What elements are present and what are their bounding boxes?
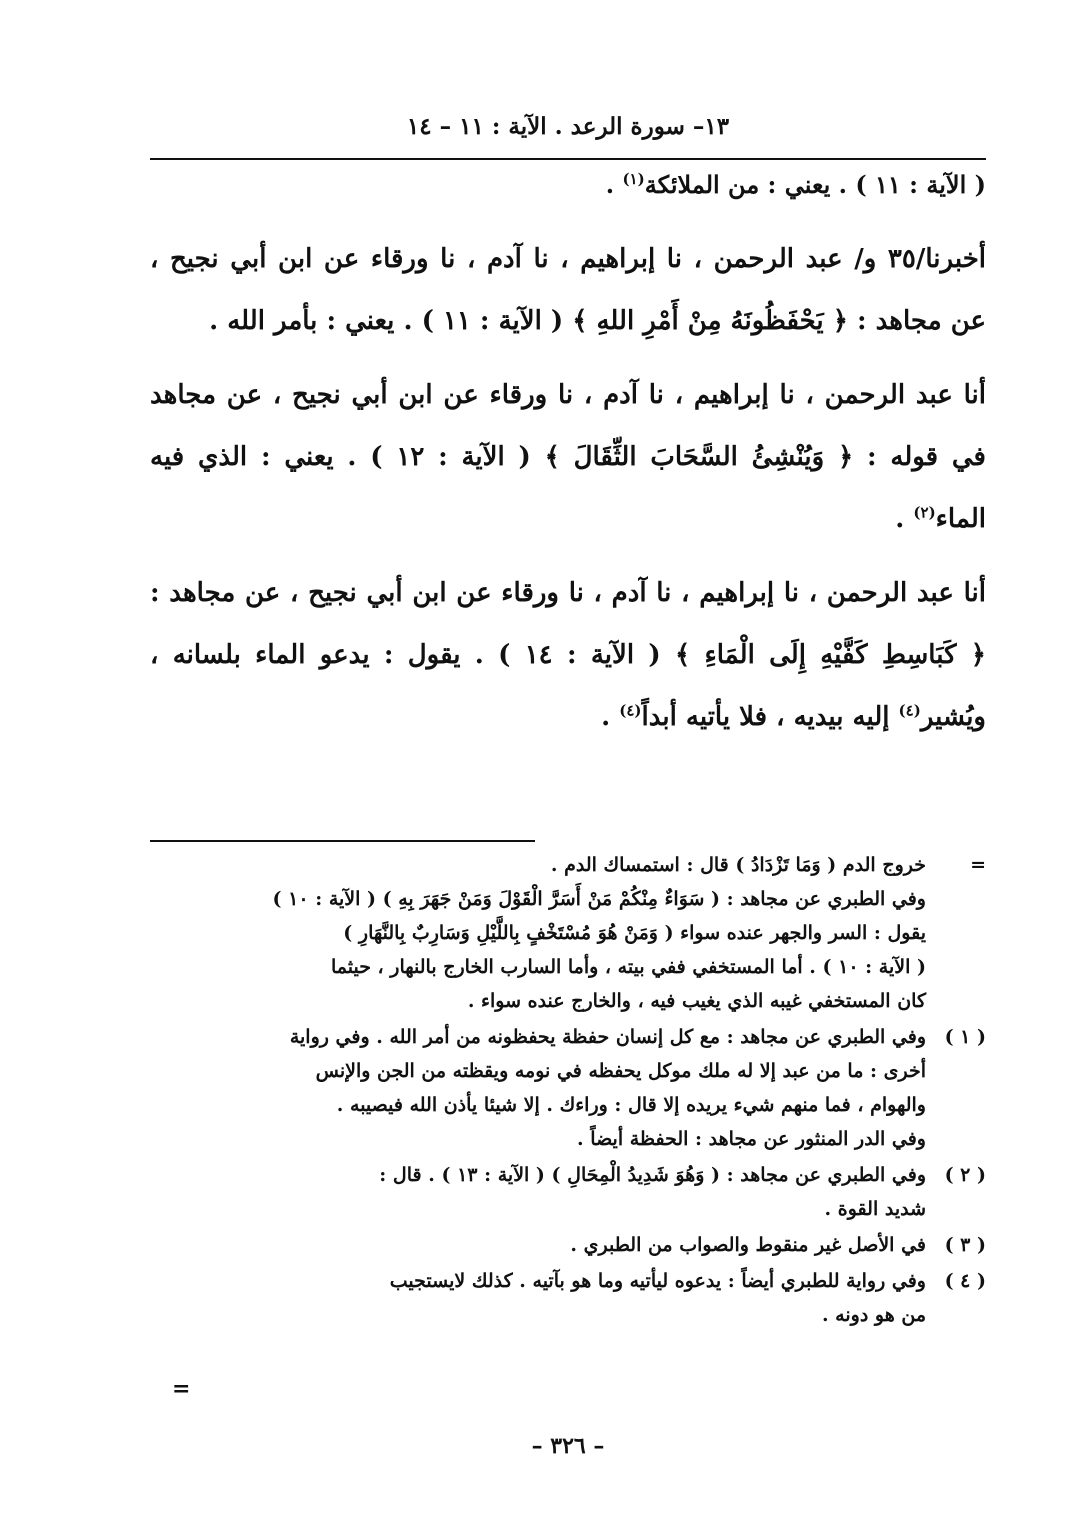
footnote-mark: = [970,854,986,876]
footnote [150,1228,986,1262]
paragraph-text: أنا عبد الرحمن ، نا إبراهيم ، نا آدم ، نا ورقاء عن ابن أبي نجيح ، عن مجاهد : ﴿ كَبَاسِطِ كَفَّيْهِ إِلَى الْمَاءِ ﴾ ( الآية : ١٤ ) . يقول : يدعو الماء بلسانه ، ويُشير [150,578,986,732]
footnote-mark: ( ٤ ) [944,1270,986,1292]
continuation-line: ( الآية : ١١ ) . يعني : من الملائكة$^{(١)}$ . [605,170,986,199]
footnote-line: أخرى : ما من عبد إلا له ملك موكل يحفظه في نومه ويقظته من الجن والإنس [315,1060,926,1082]
page-number: – ٣٢٦ – [531,1433,605,1459]
paragraph-text: أنا عبد الرحمن ، نا إبراهيم ، نا آدم ، نا ورقاء عن ابن أبي نجيح ، عن مجاهد في قوله : ﴿ وَيُنْشِئُ السَّحَابَ الثِّقَالَ ﴾ ( الآية : ١٢ ) . يعني : الذي فيه الماء [150,380,986,534]
footnote-line: شديد القوة . [824,1198,926,1220]
document-page [150,0,986,1534]
footnote-line: وفي الطبري عن مجاهد : ( سَوَاءٌ مِنْكُمْ مَنْ أَسَرَّ الْقَوْلَ وَمَنْ جَهَرَ بِهِ ) ( الآية : ١٠ ) [272,888,926,910]
main-text [150,228,986,760]
footnote-line: وفي الدر المنثور عن مجاهد : الحفظة أيضاً . [577,1128,926,1150]
header-title: ١٣– سورة الرعد . الآية : ١١ – ١٤ [406,113,730,140]
footnote [150,1264,986,1332]
footnote [150,1158,986,1226]
footnote [150,848,986,1018]
footnote-body [150,1020,926,1156]
footnote-ref: (٢) [913,503,936,522]
paragraph-tail: إليه بيديه ، فلا يأتيه أبداً [641,702,899,732]
paragraph [150,364,986,550]
footnotes [150,848,986,1334]
paragraph-tail: . [895,504,914,534]
footnote-line: خروج الدم ( وَمَا تَزْدَادُ ) قال : استمساك الدم . [550,854,926,876]
footnote-body [150,1264,926,1332]
footnote-line: من هو دونه . [821,1304,926,1326]
footnote-line: وفي الطبري عن مجاهد : مع كل إنسان حفظة يحفظونه من أمر الله . وفي رواية [289,1026,926,1048]
paragraph [150,228,986,352]
footnote-rule [150,840,535,842]
footnote-line: وفي الطبري عن مجاهد : ( وَهُوَ شَدِيدُ الْمِحَالِ ) ( الآية : ١٣ ) . قال : [379,1164,926,1186]
paragraph [150,562,986,748]
footnote-ref: (١) [622,170,645,188]
footnote-line: يقول : السر والجهر عنده سواء ( وَمَنْ هُوَ مُسْتَخْفٍ بِاللَّيْلِ وَسَارِبٌ بِالنَّهَارِ ) [343,922,926,944]
paragraph-text: أخبرنا/٣٥ و/ عبد الرحمن ، نا إبراهيم ، نا آدم ، نا ورقاء عن ابن أبي نجيح ، عن مجاهد : ﴿ يَحْفَظُونَهُ مِنْ أَمْرِ اللهِ ﴾ ( الآية : ١١ ) . يعني : بأمر الله . [150,244,986,336]
footnote-ref: (٤) [619,701,642,720]
footnote-body [150,848,926,1018]
footnote-line: ( الآية : ١٠ ) . أما المستخفي ففي بيته ، وأما السارب الخارج بالنهار ، حيثما [330,956,926,978]
continues-mark: = [172,1376,191,1402]
continuation-text: ( الآية : ١١ ) . يعني : من الملائكة [644,170,986,199]
footnote-mark: ( ٣ ) [944,1234,986,1256]
footnote-line: كان المستخفي غيبه الذي يغيب فيه ، والخارج عنده سواء . [467,990,926,1012]
footnote-mark: ( ١ ) [944,1026,986,1048]
footnote-body [150,1158,926,1226]
footnote-line: وفي رواية للطبري أيضاً : يدعوه ليأتيه وما هو بآتيه . كذلك لايستجيب [389,1270,926,1292]
header-rule [150,158,986,160]
footnote [150,1020,986,1156]
footnote-mark: ( ٢ ) [944,1164,986,1186]
paragraph-tail: . [601,702,620,732]
footnote-body [150,1228,926,1262]
footnote-ref: (٤) [898,701,921,720]
footnote-line: في الأصل غير منقوط والصواب من الطبري . [570,1234,926,1256]
running-header [150,113,986,140]
footnote-line: والهوام ، فما منهم شيء يريده إلا قال : وراءك . إلا شيئا يأذن الله فيصيبه . [336,1094,926,1116]
